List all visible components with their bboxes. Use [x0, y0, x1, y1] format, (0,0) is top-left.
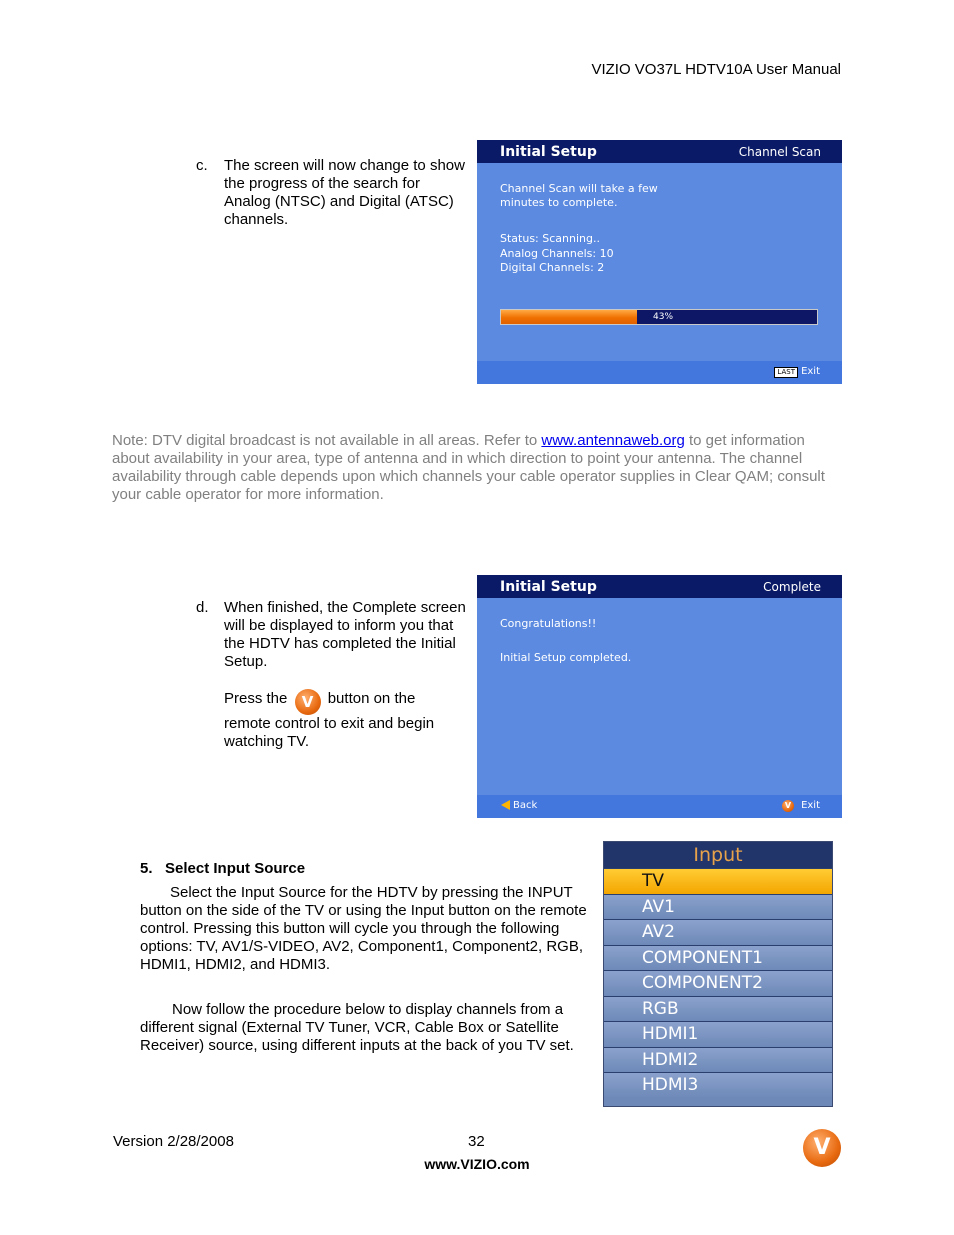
step-d-text: When finished, the Complete screen will be displayed to inform you that the HDTV has completed the Initial Setup.: [224, 599, 466, 670]
input-option-hdmi2[interactable]: HDMI2: [604, 1047, 832, 1073]
section-paragraph-2: Now follow the procedure below to display channels from a different signal (External TV Tuner, VCR, Cable Box or Satellite Receiver) source, using different inputs at the back of you TV set.: [140, 1001, 574, 1054]
channel-scan-screen: [477, 140, 842, 384]
press-text-before: Press the: [224, 690, 288, 707]
setup-completed-text: Initial Setup completed.: [500, 651, 632, 664]
input-option-component1[interactable]: COMPONENT1: [604, 945, 832, 971]
congratulations-text: Congratulations!!: [500, 617, 597, 630]
osd-subtitle: Complete: [763, 580, 821, 594]
input-option-hdmi1[interactable]: HDMI1: [604, 1021, 832, 1047]
page-number: 32: [468, 1133, 485, 1150]
analog-channels-count: Analog Channels: 10: [500, 247, 614, 260]
input-option-rgb[interactable]: RGB: [604, 996, 832, 1022]
step-c-text: The screen will now change to show the progress of the search for Analog (NTSC) and Digital (ATSC) channels.: [224, 157, 465, 228]
osd-title: Initial Setup: [500, 144, 597, 160]
osd-footer: [477, 361, 842, 384]
vizio-v-button-icon: V: [295, 689, 321, 715]
input-menu-title: Input: [604, 842, 832, 868]
scan-progress-bar: [500, 309, 818, 325]
step-c: [196, 157, 466, 229]
note-text-before: Note: DTV digital broadcast is not available in all areas. Refer to: [112, 432, 542, 449]
input-option-tv[interactable]: TV: [604, 868, 832, 894]
scan-progress-fill: [501, 310, 637, 324]
back-label: Back: [513, 800, 538, 811]
osd-title-bar: [477, 575, 842, 598]
input-option-av2[interactable]: AV2: [604, 919, 832, 945]
osd-title-bar: [477, 140, 842, 163]
document-header: VIZIO VO37L HDTV10A User Manual: [591, 61, 841, 78]
scan-info-line2: minutes to complete.: [500, 196, 618, 209]
step-d-press-instruction: [224, 689, 466, 751]
last-button-badge: LAST: [774, 367, 798, 378]
back-arrow-icon: [501, 800, 510, 810]
input-option-component2[interactable]: COMPONENT2: [604, 970, 832, 996]
osd-subtitle: Channel Scan: [738, 145, 821, 159]
setup-complete-screen: [477, 575, 842, 818]
footer-version: Version 2/28/2008: [113, 1133, 234, 1150]
osd-title: Initial Setup: [500, 579, 597, 595]
input-option-av1[interactable]: AV1: [604, 894, 832, 920]
step-d: [196, 599, 466, 751]
vizio-v-icon: V: [782, 800, 794, 812]
note-text-after: to get information about availability in your area, type of antenna and in which direction to point your antenna. The channel availability through cable depends upon which channels your cable operator supplies in Clear QAM; consult your cable operator for more information.: [112, 432, 825, 503]
scan-status: Status: Scanning..: [500, 232, 600, 245]
antennaweb-link[interactable]: www.antennaweb.org: [541, 432, 685, 449]
input-menu: [603, 841, 833, 1107]
step-c-letter: c.: [196, 157, 208, 174]
scan-progress-label: 43%: [653, 312, 674, 322]
digital-channels-count: Digital Channels: 2: [500, 261, 605, 274]
exit-label: Exit: [801, 800, 820, 811]
press-text-after: button on the remote control to exit and begin watching TV.: [224, 690, 435, 750]
input-option-hdmi3[interactable]: HDMI3: [604, 1072, 832, 1098]
step-d-letter: d.: [196, 599, 209, 616]
scan-info-line1: Channel Scan will take a few: [500, 182, 658, 195]
section-heading: 5. Select Input Source: [140, 860, 306, 877]
input-menu-list: [604, 868, 832, 1098]
section-select-input-source: [140, 860, 600, 1055]
exit-label: Exit: [801, 366, 820, 377]
footer-url: www.VIZIO.com: [424, 1156, 530, 1172]
dtv-note: [112, 432, 842, 504]
osd-footer: [477, 795, 842, 818]
vizio-logo-icon: V: [803, 1129, 841, 1167]
section-paragraph-1: Select the Input Source for the HDTV by pressing the INPUT button on the side of the TV or using the Input button on the remote control. Pressing this button will cycle you through the following options: TV, AV1/S-VIDEO, AV2, Component1, Component2, RGB, HDMI1, HDMI2, and HDMI3.: [140, 884, 587, 973]
